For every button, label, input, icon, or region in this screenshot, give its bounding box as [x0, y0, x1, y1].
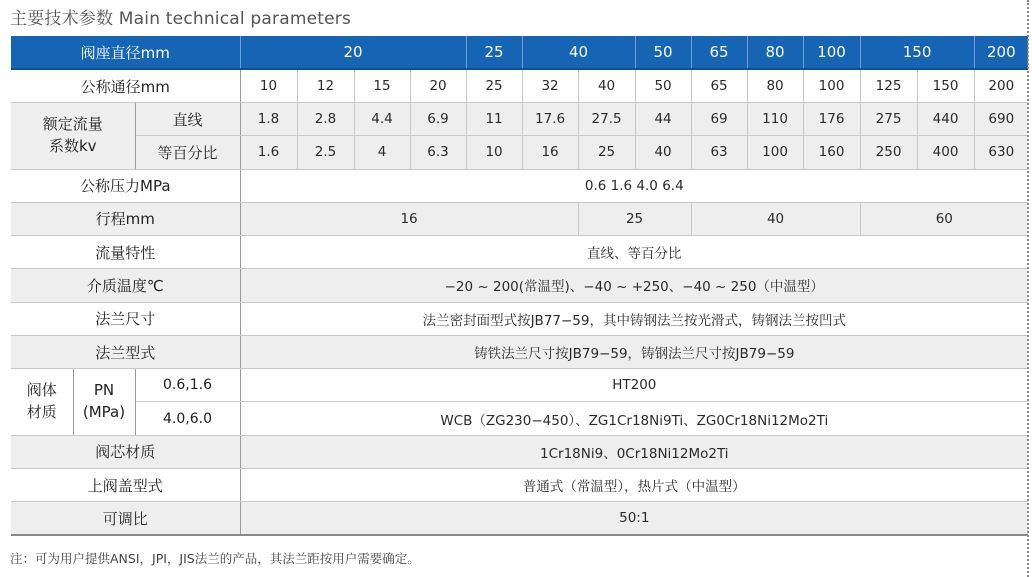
flow-linear-cell: 4.4 [354, 103, 410, 136]
nominal-diameter-cell: 20 [410, 69, 466, 102]
flow-linear-cell: 2.8 [297, 103, 354, 136]
flow-equal-cell: 100 [747, 136, 803, 169]
pn-value: 4.0,6.0 [135, 402, 240, 435]
core-material-value: 1Cr18Ni9、0Cr18Ni12Mo2Ti [240, 435, 1028, 468]
flow-linear-row [11, 103, 1028, 136]
seat-diameter-cell: 50 [635, 36, 691, 69]
seat-diameter-label: 阀座直径mm [11, 36, 240, 69]
nominal-diameter-cell: 10 [240, 69, 297, 102]
flow-coefficient-label-line2: 系数kv [48, 136, 97, 155]
flow-linear-cell: 17.6 [522, 103, 578, 136]
flow-characteristic-value: 直线、等百分比 [240, 236, 1028, 269]
flange-size-value: 法兰密封面型式按JB77−59，其中铸钢法兰按光滑式，铸钢法兰按凹式 [240, 302, 1028, 335]
flow-characteristic-row [11, 236, 1028, 269]
flow-linear-cell: 6.9 [410, 103, 466, 136]
flow-equal-cell: 2.5 [297, 136, 354, 169]
flange-type-label: 法兰型式 [11, 335, 240, 368]
flow-equal-cell: 6.3 [410, 136, 466, 169]
flow-linear-cell: 275 [860, 103, 917, 136]
flow-coefficient-label-line1: 额定流量 [42, 115, 103, 134]
flow-equal-label: 等百分比 [135, 136, 240, 169]
seat-diameter-cell: 150 [860, 36, 974, 69]
flow-equal-cell: 400 [917, 136, 974, 169]
pn-label [73, 369, 135, 436]
core-material-label: 阀芯材质 [11, 435, 240, 468]
body-material-row-2 [11, 402, 1028, 435]
temperature-row [11, 269, 1028, 302]
technical-parameters-table [11, 36, 1028, 536]
body-material-label-line2: 材质 [26, 402, 57, 421]
nominal-diameter-cell: 15 [354, 69, 410, 102]
seat-diameter-cell: 25 [466, 36, 522, 69]
pressure-label: 公称压力MPa [11, 169, 240, 202]
body-material-row-1 [11, 369, 1028, 402]
nominal-diameter-cell: 65 [691, 69, 747, 102]
body-material-value: HT200 [240, 369, 1028, 402]
flow-equal-cell: 160 [803, 136, 860, 169]
stroke-cell: 60 [860, 202, 1028, 235]
temperature-value: −20 ~ 200(常温型)、−40 ~ +250、−40 ~ 250（中温型） [240, 269, 1028, 302]
pn-label-line2: (MPa) [82, 402, 126, 421]
pn-value: 0.6,1.6 [135, 369, 240, 402]
nominal-diameter-row [11, 69, 1028, 102]
nominal-diameter-cell: 80 [747, 69, 803, 102]
nominal-diameter-cell: 125 [860, 69, 917, 102]
flow-coefficient-label [11, 103, 135, 170]
flange-type-value: 铸铁法兰尺寸按JB79−59，铸钢法兰尺寸按JB79−59 [240, 335, 1028, 368]
core-material-row [11, 435, 1028, 468]
flow-characteristic-label: 流量特性 [11, 236, 240, 269]
rangeability-value: 50:1 [240, 502, 1028, 535]
flange-size-row [11, 302, 1028, 335]
seat-diameter-row [11, 36, 1028, 69]
flow-linear-label: 直线 [135, 103, 240, 136]
footnote: 注：可为用户提供ANSI，JPI，JIS法兰的产品，其法兰距按用户需要确定。 [10, 551, 420, 566]
seat-diameter-cell: 80 [747, 36, 803, 69]
rangeability-row [11, 502, 1028, 535]
flange-size-label: 法兰尺寸 [11, 302, 240, 335]
pressure-value: 0.6 1.6 4.0 6.4 [240, 169, 1028, 202]
flow-linear-cell: 69 [691, 103, 747, 136]
page-edge-divider [1027, 0, 1029, 577]
nominal-diameter-cell: 40 [578, 69, 635, 102]
flow-equal-cell: 63 [691, 136, 747, 169]
stroke-cell: 16 [240, 202, 578, 235]
bonnet-label: 上阀盖型式 [11, 468, 240, 501]
nominal-diameter-cell: 200 [974, 69, 1028, 102]
bonnet-row [11, 468, 1028, 501]
nominal-diameter-cell: 25 [466, 69, 522, 102]
flange-type-row [11, 335, 1028, 368]
stroke-cell: 40 [691, 202, 860, 235]
flow-linear-cell: 11 [466, 103, 522, 136]
body-material-label [11, 369, 73, 436]
flow-linear-cell: 44 [635, 103, 691, 136]
flow-linear-cell: 27.5 [578, 103, 635, 136]
rangeability-label: 可调比 [11, 502, 240, 535]
flow-equal-cell: 25 [578, 136, 635, 169]
seat-diameter-cell: 100 [803, 36, 860, 69]
section-title: 主要技术参数 Main technical parameters [10, 9, 352, 29]
temperature-label: 介质温度℃ [11, 269, 240, 302]
bonnet-value: 普通式（常温型），热片式（中温型） [240, 468, 1028, 501]
body-material-value: WCB（ZG230−450）、ZG1Cr18Ni9Ti、ZG0Cr18Ni12Mo2Ti [240, 402, 1028, 435]
stroke-row [11, 202, 1028, 235]
nominal-diameter-cell: 50 [635, 69, 691, 102]
flow-linear-cell: 440 [917, 103, 974, 136]
seat-diameter-cell: 200 [974, 36, 1028, 69]
stroke-cell: 25 [578, 202, 691, 235]
flow-equal-row [11, 136, 1028, 169]
nominal-diameter-cell: 32 [522, 69, 578, 102]
flow-equal-cell: 250 [860, 136, 917, 169]
flow-equal-cell: 630 [974, 136, 1028, 169]
nominal-diameter-cell: 12 [297, 69, 354, 102]
seat-diameter-cell: 65 [691, 36, 747, 69]
flow-equal-cell: 16 [522, 136, 578, 169]
nominal-diameter-cell: 150 [917, 69, 974, 102]
nominal-diameter-label: 公称通径mm [11, 69, 240, 102]
flow-linear-cell: 176 [803, 103, 860, 136]
nominal-diameter-cell: 100 [803, 69, 860, 102]
flow-linear-cell: 690 [974, 103, 1028, 136]
body-material-label-line1: 阀体 [26, 381, 57, 400]
flow-equal-cell: 4 [354, 136, 410, 169]
flow-linear-cell: 110 [747, 103, 803, 136]
pn-label-line1: PN [93, 381, 115, 400]
pressure-row [11, 169, 1028, 202]
seat-diameter-cell: 20 [240, 36, 466, 69]
flow-equal-cell: 10 [466, 136, 522, 169]
flow-equal-cell: 40 [635, 136, 691, 169]
seat-diameter-cell: 40 [522, 36, 635, 69]
stroke-label: 行程mm [11, 202, 240, 235]
flow-equal-cell: 1.6 [240, 136, 297, 169]
flow-linear-cell: 1.8 [240, 103, 297, 136]
